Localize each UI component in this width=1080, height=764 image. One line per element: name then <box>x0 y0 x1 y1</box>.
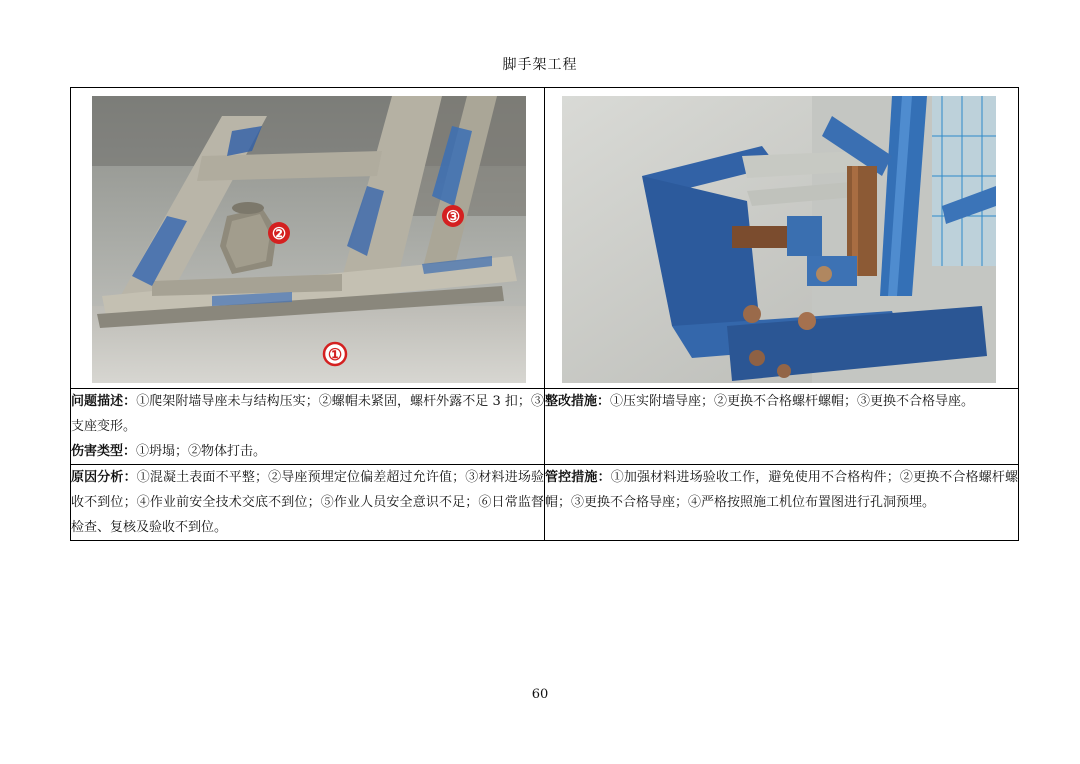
harm-text: ①坍塌；②物体打击。 <box>136 444 267 459</box>
photo-wall-bracket-deformed <box>92 96 526 383</box>
cause-cell <box>71 465 545 541</box>
photo-wall-bracket-rectified <box>562 96 996 383</box>
marker-1 <box>324 343 346 365</box>
control-text: ①加强材料进场验收工作，避免使用不合格构件；②更换不合格螺杆螺帽；③更换不合格导座；④严格按照施工机位布置图进行孔洞预埋。 <box>545 470 1018 510</box>
page-header-title: 脚手架工程 <box>502 57 578 73</box>
photo-cell-right <box>545 88 1019 389</box>
svg-text:③: ③ <box>445 209 461 226</box>
problem-label: 问题描述： <box>71 394 137 409</box>
svg-text:①: ① <box>327 347 343 364</box>
control-measures <box>545 465 1018 515</box>
rectify-text: ①压实附墙导座；②更换不合格螺杆螺帽；③更换不合格导座。 <box>610 394 975 409</box>
page-number: 60 <box>531 687 549 702</box>
cause-label: 原因分析： <box>71 470 137 485</box>
problem-description <box>71 389 544 439</box>
marker-3 <box>442 205 464 227</box>
rectify-measures <box>545 389 1018 414</box>
control-label: 管控措施： <box>545 470 611 485</box>
rectify-cell <box>545 389 1019 465</box>
svg-text:②: ② <box>271 226 287 243</box>
harm-type <box>71 439 544 464</box>
marker-2 <box>268 222 290 244</box>
cause-text: ①混凝土表面不平整；②导座预埋定位偏差超过允许值；③材料进场验收不到位；④作业前安全技术交底不到位；⑤作业人员安全意识不足；⑥日常监督检查、复核及验收不到位。 <box>71 470 544 535</box>
problem-text: ①爬架附墙导座未与结构压实；②螺帽未紧固，螺杆外露不足 3 扣；③支座变形。 <box>71 394 544 434</box>
cause-analysis <box>71 465 544 540</box>
hazard-table <box>70 87 1019 541</box>
photo-cell-left <box>71 88 545 389</box>
control-cell <box>545 465 1019 541</box>
harm-label: 伤害类型： <box>71 444 137 459</box>
problem-cell <box>71 389 545 465</box>
rectify-label: 整改措施： <box>545 394 611 409</box>
